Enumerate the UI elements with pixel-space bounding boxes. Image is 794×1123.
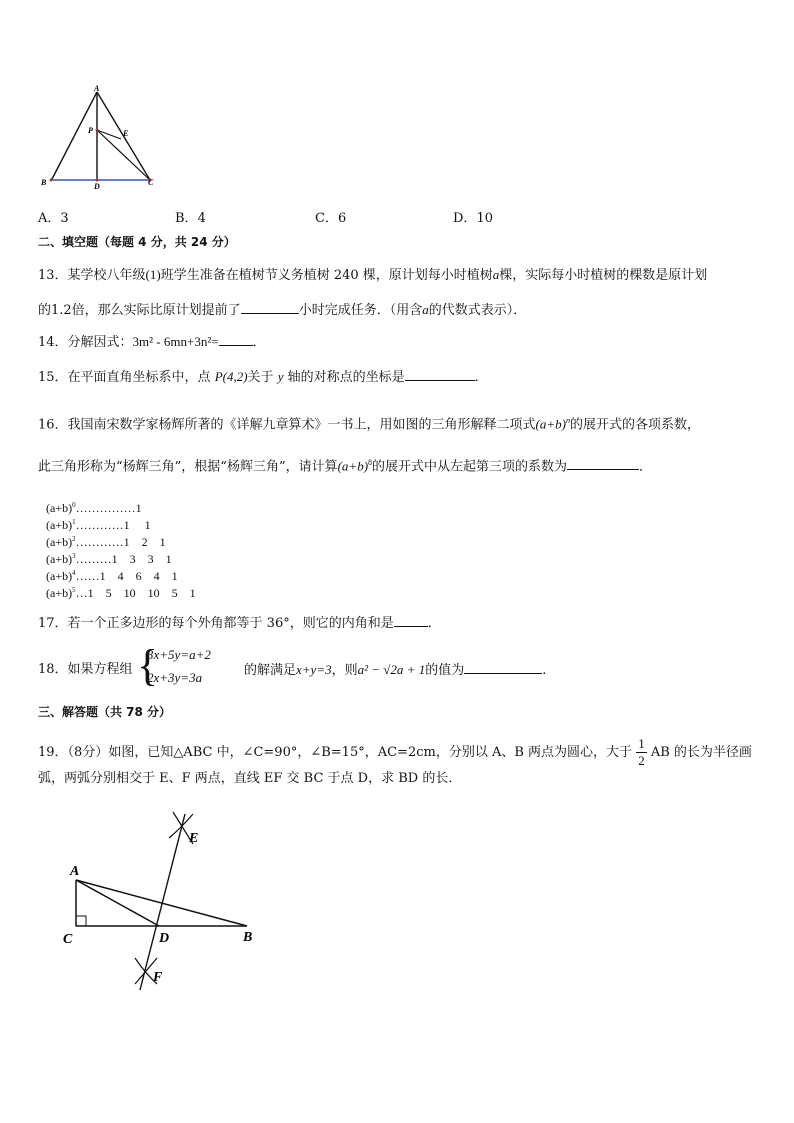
yanghui-row-5: $(a+b)^5\dots 1$ 5 10 10 5 1 [46,586,196,600]
section-2-heading: 二、填空题（每题 4 分，共 24 分） [38,235,236,249]
fig2-label-e: E [189,831,199,846]
label-d: D [94,182,100,191]
fraction-one-half: $\frac{1}{2}$ [638,736,645,768]
fig2-label-b: B [243,930,253,945]
fig2-label-c: C [63,932,73,947]
question-16-line-2: 此三角形称为“杨辉三角”，根据“杨辉三角”，请计算$(a+b)^8$的展开式中从左起第三项的系数为 ． [38,458,653,475]
label-a: A [94,84,100,93]
label-p: P [88,126,93,135]
question-18-prefix: 18．如果方程组 [38,662,133,677]
choice-c: C．6 [315,211,347,226]
choice-d: D．10 [453,211,493,226]
answer-blank-17[interactable] [394,614,428,627]
choice-b: B．4 [175,211,206,226]
label-e: E [123,129,129,138]
question-19-line-2: 弧，两弧分别相交于 E、F 两点，直线 EF 交 BC 于点 D，求 BD 的长． [38,771,462,786]
question-13-line-2: 的1.2倍，那么实际比原计划提前了 小时完成任务．（用含a的代数式表示）． [38,302,527,318]
equation-1: 3x+5y=a+2 [147,647,211,662]
equation-brace: { [137,641,159,690]
triangle-figure-1 [38,84,168,192]
yanghui-row-0: $(a+b)^0\dots\dots\dots\dots\dots 1$ [46,501,142,515]
question-14: 14．分解因式：3m² - 6mn+3n²= ． [38,334,266,350]
answer-blank-16[interactable] [567,457,639,470]
fig2-label-d: D [159,931,170,946]
question-17: 17．若一个正多边形的每个外角都等于 36°，则它的内角和是 ． [38,616,441,631]
answer-blank-13[interactable] [241,301,299,314]
answer-blank-18[interactable] [464,661,542,674]
equation-2: 2x+3y=3a [147,670,203,685]
fig2-label-f: F [153,970,163,985]
question-13-line-1: 13．某学校八年级(1)班学生准备在植树节义务植树 240 棵，原计划每小时植树a棵，实际每小时植树的棵数是原计划 [38,267,708,283]
triangle-figure-2 [55,808,295,998]
question-15: 15．在平面直角坐标系中，点 P(4,2)关于 y 轴的对称点的坐标是 ． [38,369,488,385]
section-3-heading: 三、解答题（共 78 分） [38,705,172,719]
yanghui-row-2: $(a+b)^2\dots\dots\dots\dots 1$ 2 1 [46,535,166,549]
question-19-line-1: 19．（8分）如图，已知△ABC 中，∠C=90°，∠B=15°，AC=2cm，分别以 A、B 两点为圆心，大于 $\frac{1}{2}$ AB 的长为半径画 [38,736,752,768]
yanghui-row-3: $(a+b)^3\dots\dots\dots 1$ 3 3 1 [46,552,172,566]
question-18-rest: 的解满足x+y=3，则a² − √2a + 1的值为 . [244,662,547,678]
label-c: C [148,178,154,187]
yanghui-row-1: $(a+b)^1\dots\dots\dots\dots 1$ 1 [46,518,151,532]
choice-a: A．3 [38,211,69,226]
question-16-line-1: 16．我国南宋数学家杨辉所著的《详解九章算术》一书上，用如图的三角形解释二项式$(a+b)^n$的展开式的各项系数， [38,416,700,433]
answer-blank-14[interactable] [219,333,253,346]
fig2-label-a: A [70,864,80,879]
yanghui-row-4: $(a+b)^4\dots\dots 1$ 4 6 4 1 [46,569,178,583]
answer-blank-15[interactable] [405,368,475,381]
label-b: B [41,178,47,187]
